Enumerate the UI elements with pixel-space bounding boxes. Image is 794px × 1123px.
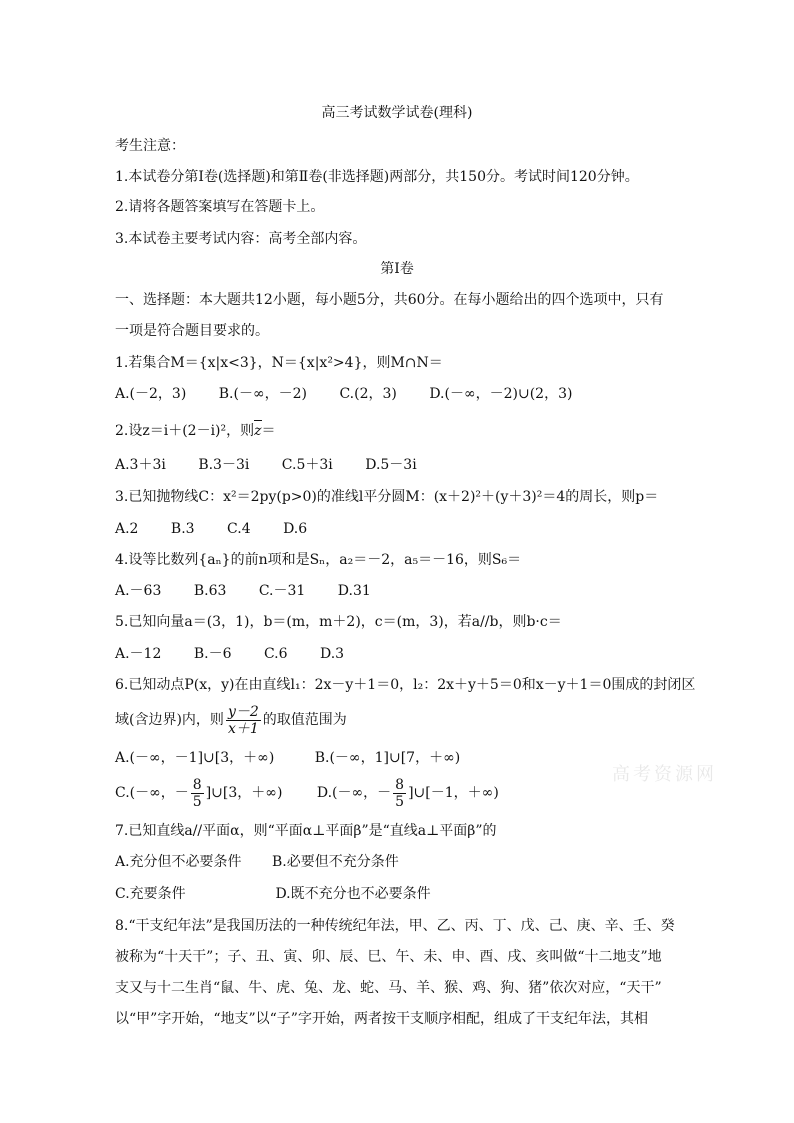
question-5-stem: 5.已知向量a＝(3，1)，b＝(m，m＋2)，c＝(m，3)，若a//b，则b·c＝ (115, 614, 562, 630)
q4-option-a[interactable]: A.－63 (115, 583, 162, 599)
q6-option-d[interactable] (317, 776, 499, 810)
notice-item-3: 3.本试卷主要考试内容：高考全部内容。 (115, 231, 367, 247)
notice-heading: 考生注意： (115, 138, 185, 154)
question-7-stem: 7.已知直线a//平面α，则“平面α⊥平面β”是“直线a⊥平面β”的 (115, 823, 497, 839)
q5-option-b[interactable]: B.－6 (193, 646, 232, 662)
q6-fraction-numerator: y－2 (227, 703, 259, 720)
q1-option-d[interactable]: D.(－∞，－2)∪(2，3) (429, 386, 573, 402)
q2-option-a[interactable]: A.3＋3i (115, 457, 166, 473)
question-4-options (115, 581, 371, 601)
q6-option-d-fraction (393, 777, 406, 810)
q6-fraction-denominator: x＋1 (227, 720, 259, 737)
q6-option-d-pre: D.(－∞，－ (316, 785, 392, 801)
question-6-stem-line-2 (115, 703, 347, 737)
q3-option-c[interactable]: C.4 (227, 521, 251, 537)
question-2-stem (115, 421, 276, 441)
question-3-options (115, 519, 307, 539)
question-8-line-3: 支又与十二生肖“鼠、牛、虎、兔、龙、蛇、马、羊、猴、鸡、狗、猪”依次对应，“天干” (115, 980, 662, 996)
q2-stem-post: ＝ (261, 423, 276, 439)
question-6-options-ab (115, 748, 460, 768)
question-3-stem: 3.已知抛物线C：x²＝2py(p>0)的准线l平分圆M：(x＋2)²＋(y＋3)²＝4的周长，则p＝ (115, 489, 659, 505)
q6-option-d-post: ]∪[－1，＋∞) (408, 785, 499, 801)
z-conjugate: z (254, 423, 262, 439)
watermark: 高考资源网 (612, 764, 717, 785)
question-4-stem: 4.设等比数列{aₙ}的前n项和是Sₙ，a₂＝－2，a₅＝－16，则S₆＝ (115, 552, 522, 568)
question-5-options (115, 644, 344, 664)
q6-option-a[interactable]: A.(－∞，－1]∪[3，＋∞) (115, 750, 275, 766)
q1-option-c[interactable]: C.(2，3) (339, 386, 397, 402)
q6-option-d-fraction-numerator: 8 (395, 776, 405, 793)
q6-stem-pre: 域(含边界)内，则 (115, 712, 224, 728)
q2-option-c[interactable]: C.5＋3i (281, 457, 333, 473)
question-6-stem-line-1: 6.已知动点P(x，y)在由直线l₁：2x－y＋1＝0，l₂：2x＋y＋5＝0和x－y＋1＝0围成的封闭区 (115, 677, 696, 693)
q6-option-b[interactable]: B.(－∞，1]∪[7，＋∞) (314, 750, 461, 766)
question-1-options (115, 384, 572, 404)
q6-stem-post: 的取值范围为 (262, 712, 347, 728)
notice-item-2: 2.请将各题答案填写在答题卡上。 (115, 199, 325, 215)
part-intro-line-1: 一、选择题：本大题共12小题，每小题5分，共60分。在每小题给出的四个选项中，只有 (115, 292, 664, 308)
question-8-line-4: 以“甲”字开始，“地支”以“子”字开始，两者按干支顺序相配，组成了干支纪年法，其相 (115, 1011, 648, 1027)
part-intro-line-2: 一项是符合题目要求的。 (115, 323, 269, 339)
question-7-options-ab (115, 852, 399, 872)
exam-title: 高三考试数学试卷(理科) (321, 105, 473, 121)
notice-item-1: 1.本试卷分第Ⅰ卷(选择题)和第Ⅱ卷(非选择题)两部分，共150分。考试时间120分钟。 (115, 169, 639, 185)
q6-option-c-pre: C.(－∞，－ (115, 785, 189, 801)
question-7-options-cd (115, 884, 431, 904)
question-1-stem: 1.若集合M＝{x|x<3}，N＝{x|x²>4}，则M∩N＝ (115, 355, 443, 371)
q2-option-d[interactable]: D.5－3i (365, 457, 417, 473)
q7-option-b[interactable]: B.必要但不充分条件 (272, 854, 399, 870)
q2-option-b[interactable]: B.3－3i (198, 457, 250, 473)
q7-option-c[interactable]: C.充要条件 (115, 886, 186, 902)
q6-option-c-fraction-denominator: 5 (192, 793, 202, 810)
q7-option-d[interactable]: D.既不充分也不必要条件 (275, 886, 431, 902)
question-8-line-1: 8.“干支纪年法”是我国历法的一种传统纪年法，甲、乙、丙、丁、戊、己、庚、辛、壬、癸 (115, 918, 675, 934)
q6-option-c-fraction (191, 777, 204, 810)
q6-option-c-fraction-numerator: 8 (192, 776, 202, 793)
q5-option-c[interactable]: C.6 (263, 646, 288, 662)
q2-stem-pre: 2.设z＝i＋(2－i)²，则 (115, 423, 255, 439)
q6-fraction (226, 704, 261, 737)
q5-option-d[interactable]: D.3 (319, 646, 345, 662)
q3-option-b[interactable]: B.3 (170, 521, 195, 537)
q1-option-a[interactable]: A.(－2，3) (115, 386, 187, 402)
q7-option-a[interactable]: A.充分但不必要条件 (115, 854, 242, 870)
q1-option-b[interactable]: B.(－∞，－2) (218, 386, 307, 402)
question-2-options (115, 455, 417, 475)
q6-option-c[interactable] (115, 776, 282, 810)
q4-option-d[interactable]: D.31 (337, 583, 371, 599)
question-8-line-2: 被称为“十天干”；子、丑、寅、卯、辰、巳、午、未、申、酉、戌、亥叫做“十二地支”地 (115, 949, 662, 965)
q4-option-b[interactable]: B.63 (193, 583, 227, 599)
q6-option-c-post: ]∪[3，＋∞) (205, 785, 283, 801)
section-heading: 第Ⅰ卷 (380, 261, 414, 277)
q4-option-c[interactable]: C.－31 (258, 583, 306, 599)
q6-option-d-fraction-denominator: 5 (395, 793, 405, 810)
question-6-options-cd (115, 776, 499, 810)
q3-option-d[interactable]: D.6 (283, 521, 308, 537)
q3-option-a[interactable]: A.2 (115, 521, 139, 537)
q5-option-a[interactable]: A.－12 (115, 646, 162, 662)
